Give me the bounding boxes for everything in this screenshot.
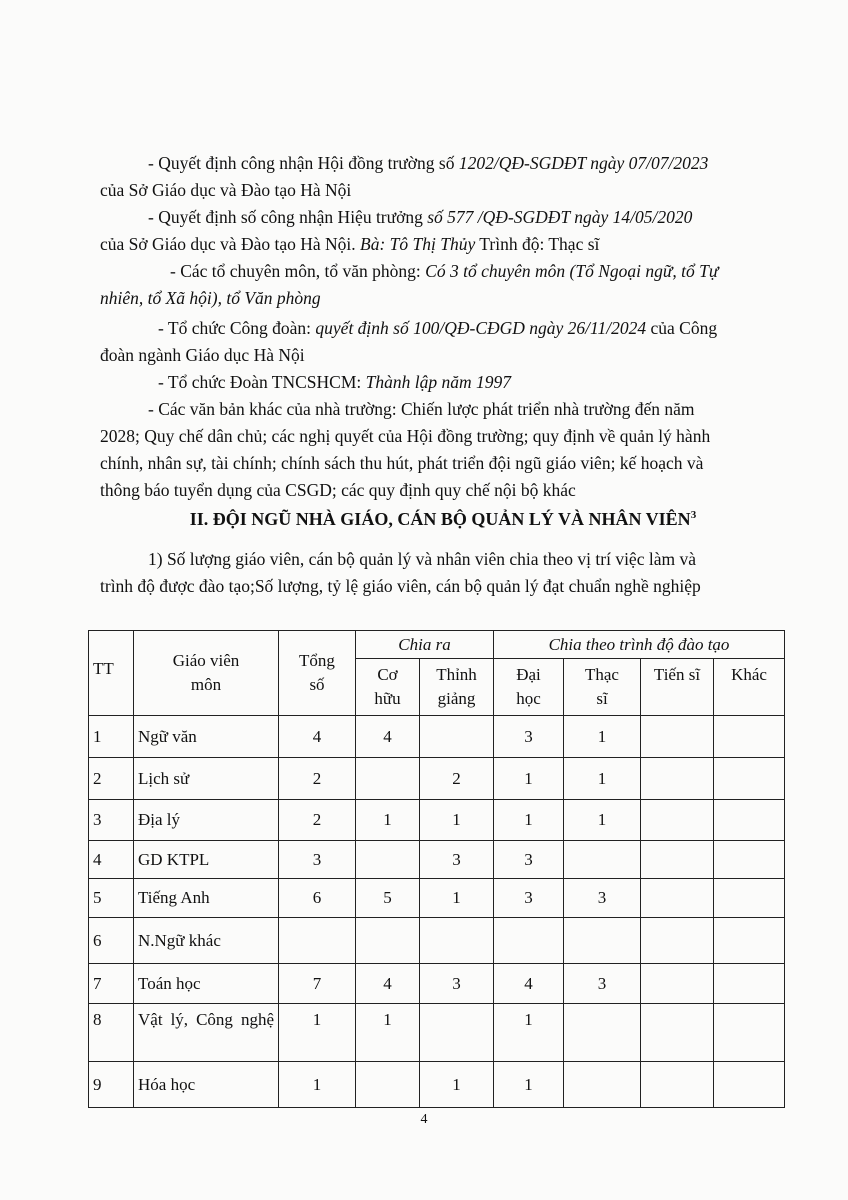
header-khac: Khác <box>714 659 785 716</box>
table-row: 8 Vật lý, Công nghệ 1 1 1 <box>89 1004 785 1062</box>
header-tt: TT <box>89 631 134 716</box>
para-hieu-truong: - Quyết định số công nhận Hiệu trưởng số 577 /QĐ-SGDĐT ngày 14/05/2020 của Sở Giáo dục và Đào tạo Hà Nội. Bà: Tô Thị Thủy Trình độ: Thạc sĩ <box>100 207 693 254</box>
staff-table <box>88 630 785 1108</box>
header-co-huu: Cơ hữu <box>356 659 420 716</box>
header-dai-hoc: Đại học <box>494 659 564 716</box>
para-to-chuyen-mon: - Các tổ chuyên môn, tổ văn phòng: Có 3 tổ chuyên môn (Tổ Ngoại ngữ, tổ Tự nhiên, tổ Xã hội), tổ Văn phòng <box>100 261 719 308</box>
table-row: 9 Hóa học 1 1 1 <box>89 1062 785 1108</box>
table-row: 1 Ngữ văn 4 4 3 1 <box>89 716 785 758</box>
header-tong-so: Tổng số <box>279 631 356 716</box>
header-giao-vien-mon: Giáo viên môn <box>134 631 279 716</box>
footnote-marker: 3 <box>690 509 697 521</box>
para-van-ban-khac: - Các văn bản khác của nhà trường: Chiến lược phát triển nhà trường đến năm 2028; Quy chế dân chủ; các nghị quyết của Hội đồng trường; quy định về quản lý hành chính, nhân sự, tài chính; chính sách thu hút, phát triển đội ngũ giáo viên; kế hoạch và thông báo tuyển dụng của CSGD; các quy định quy chế nội bộ khác <box>100 399 711 500</box>
header-chia-theo-trinh-do: Chia theo trình độ đào tạo <box>494 631 785 659</box>
table-row: 3 Địa lý 2 1 1 1 1 <box>89 800 785 841</box>
header-tien-si: Tiến sĩ <box>641 659 714 716</box>
para-hoi-dong-truong: - Quyết định công nhận Hội đồng trường số 1202/QĐ-SGDĐT ngày 07/07/2023 của Sở Giáo dục và Đào tạo Hà Nội <box>100 153 709 200</box>
table-row: 5 Tiếng Anh 6 5 1 3 3 <box>89 879 785 918</box>
table-header-row <box>89 631 785 659</box>
header-thac-si: Thạc sĩ <box>564 659 641 716</box>
header-chia-ra: Chia ra <box>356 631 494 659</box>
header-thinh-giang: Thỉnh giảng <box>420 659 494 716</box>
table-row: 2 Lịch sử 2 2 1 1 <box>89 758 785 800</box>
table-row: 4 GD KTPL 3 3 3 <box>89 841 785 879</box>
table-row: 6 N.Ngữ khác <box>89 918 785 964</box>
para-cong-doan: - Tổ chức Công đoàn: quyết định số 100/QĐ-CĐGD ngày 26/11/2024 của Công đoàn ngành Giáo dục Hà Nội <box>100 318 718 365</box>
section-heading: II. ĐỘI NGŨ NHÀ GIÁO, CÁN BỘ QUẢN LÝ VÀ NHÂN VIÊN$^3$ <box>189 509 697 529</box>
para-doan-tncshcm: - Tổ chức Đoàn TNCSHCM: Thành lập năm 1997 <box>158 372 512 392</box>
table-row: 7 Toán học 7 4 3 4 3 <box>89 964 785 1004</box>
page-number: 4 <box>420 1112 428 1127</box>
para-so-luong-intro: 1) Số lượng giáo viên, cán bộ quản lý và nhân viên chia theo vị trí việc làm và trình độ được đào tạo;Số lượng, tỷ lệ giáo viên, cán bộ quản lý đạt chuẩn nghề nghiệp <box>100 549 701 596</box>
